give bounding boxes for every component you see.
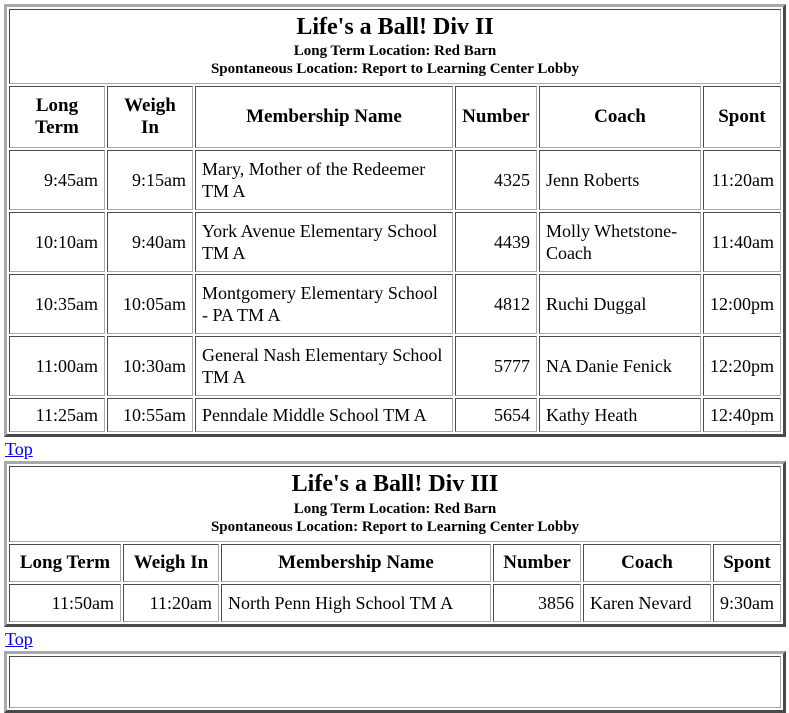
schedule-table-div-iii: [4, 461, 786, 626]
membership-number: 5777: [455, 336, 537, 396]
weigh-in-time: 10:05am: [107, 274, 193, 334]
weigh-in-time: 10:55am: [107, 398, 193, 432]
long-term-time: 9:45am: [9, 150, 105, 210]
spontaneous-location: Spontaneous Location: Report to Learning Center Lobby: [210, 61, 580, 78]
schedule-table-div-ii: [4, 4, 786, 437]
coach-name: Kathy Heath: [539, 398, 701, 432]
table-row: [9, 212, 781, 272]
table-row: [9, 336, 781, 396]
spont-time: 11:40am: [703, 212, 781, 272]
long-term-time: 10:10am: [9, 212, 105, 272]
long-term-time: 10:35am: [9, 274, 105, 334]
col-header-number: Number: [493, 544, 581, 582]
membership-number: 4325: [455, 150, 537, 210]
table-caption: [9, 656, 781, 708]
membership-number: 4439: [455, 212, 537, 272]
schedule-table-next-partial: [4, 651, 786, 713]
header-row: [9, 544, 781, 582]
long-term-location: Long Term Location: Red Barn: [293, 43, 497, 60]
spont-time: 12:40pm: [703, 398, 781, 432]
col-header-coach: Coach: [583, 544, 711, 582]
header-row: [9, 86, 781, 148]
col-header-membership-name: Membership Name: [221, 544, 491, 582]
table-row: [9, 398, 781, 432]
coach-name: Jenn Roberts: [539, 150, 701, 210]
spont-time: 12:20pm: [703, 336, 781, 396]
table-caption: [9, 466, 781, 541]
coach-name: Ruchi Duggal: [539, 274, 701, 334]
long-term-time: 11:50am: [9, 584, 121, 622]
spontaneous-location: Spontaneous Location: Report to Learning Center Lobby: [210, 518, 580, 535]
division-title: Life's a Ball! Div III: [291, 471, 499, 498]
division-title: Life's a Ball! Div II: [296, 14, 494, 40]
membership-name: North Penn High School TM A: [221, 584, 491, 622]
col-header-weigh-in: Weigh In: [123, 544, 219, 582]
coach-name: Karen Nevard: [583, 584, 711, 622]
long-term-location: Long Term Location: Red Barn: [293, 500, 497, 517]
spont-time: 9:30am: [713, 584, 781, 622]
coach-name: NA Danie Fenick: [539, 336, 701, 396]
spont-time: 12:00pm: [703, 274, 781, 334]
table-row: [9, 584, 781, 622]
col-header-spont: Spont: [713, 544, 781, 582]
membership-name: General Nash Elementary School TM A: [195, 336, 453, 396]
table-caption: [9, 9, 781, 84]
col-header-spont: Spont: [703, 86, 781, 148]
col-header-long-term: Long Term: [9, 86, 105, 148]
membership-name: Montgomery Elementary School - PA TM A: [195, 274, 453, 334]
top-link[interactable]: Top: [5, 439, 33, 460]
table-row: [9, 274, 781, 334]
membership-number: 3856: [493, 584, 581, 622]
membership-name: Penndale Middle School TM A: [195, 398, 453, 432]
table-row: [9, 150, 781, 210]
spont-time: 11:20am: [703, 150, 781, 210]
col-header-long-term: Long Term: [9, 544, 121, 582]
membership-name: York Avenue Elementary School TM A: [195, 212, 453, 272]
weigh-in-time: 11:20am: [123, 584, 219, 622]
long-term-time: 11:25am: [9, 398, 105, 432]
membership-number: 4812: [455, 274, 537, 334]
col-header-weigh-in: Weigh In: [107, 86, 193, 148]
weigh-in-time: 9:15am: [107, 150, 193, 210]
membership-name: Mary, Mother of the Redeemer TM A: [195, 150, 453, 210]
col-header-membership-name: Membership Name: [195, 86, 453, 148]
membership-number: 5654: [455, 398, 537, 432]
top-link[interactable]: Top: [5, 628, 33, 649]
weigh-in-time: 9:40am: [107, 212, 193, 272]
coach-name: Molly Whetstone-Coach: [539, 212, 701, 272]
col-header-number: Number: [455, 86, 537, 148]
long-term-time: 11:00am: [9, 336, 105, 396]
weigh-in-time: 10:30am: [107, 336, 193, 396]
col-header-coach: Coach: [539, 86, 701, 148]
